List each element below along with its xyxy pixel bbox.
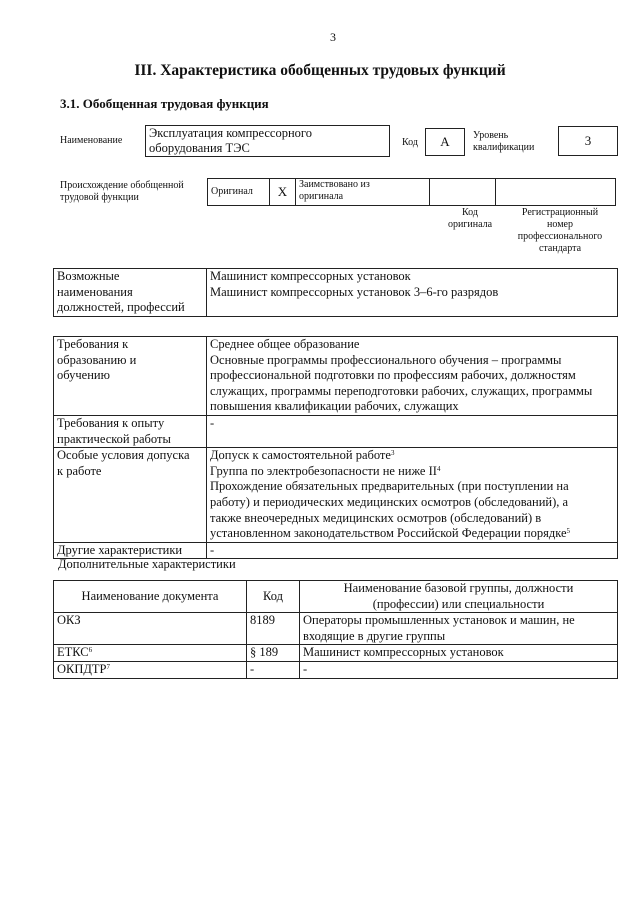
education-line: Основные программы профессионального обучения – программы [210, 352, 562, 367]
col-header-doc: Наименование документа [54, 581, 247, 613]
special-line [210, 526, 614, 542]
caption-code [442, 207, 498, 231]
other-label: Другие характеристики [54, 542, 207, 559]
special-label-line: Особые условия допуска [57, 448, 190, 463]
education-label [54, 337, 207, 416]
row-code: § 189 [247, 645, 300, 662]
col-header-line: (профессии) или специальности [372, 596, 545, 611]
education-line: Среднее общее образование [210, 337, 360, 351]
row-name [300, 613, 618, 645]
experience-label [54, 415, 207, 447]
special-line: работу) и периодических медицинских осмотров (обследований), а [210, 494, 569, 509]
caption-line: профессионального [517, 231, 603, 242]
positions-label-line: должностей, профессий [57, 300, 185, 315]
special-line: также внеочередных медицинских осмотров (обследований) в [210, 510, 542, 525]
doc-text: ОКПДТР [57, 661, 107, 676]
caption-reg [505, 207, 615, 255]
origin-label-line: Происхождение обобщенной [60, 180, 184, 191]
footnote-ref: 6 [88, 646, 93, 655]
requirements-table [53, 336, 618, 559]
level-label-line: Уровень [473, 130, 509, 141]
row-code: 8189 [247, 613, 300, 645]
subsection-title: 3.1. Обобщенная трудовая функция [60, 96, 269, 111]
col-header-code: Код [247, 581, 300, 613]
special-label [54, 448, 207, 543]
page-number: 3 [330, 30, 336, 44]
position-item: Машинист компрессорных установок [210, 269, 411, 283]
positions-label [54, 269, 207, 317]
origin-table [207, 178, 616, 206]
row-name-line: - [303, 661, 308, 676]
experience-label-line: Требования к опыту [57, 415, 165, 430]
origin-label [60, 180, 184, 204]
positions-label-line: наименования [57, 284, 133, 299]
borrowed-line: Заимствовано из [299, 179, 370, 190]
original-cell [208, 179, 270, 206]
education-value [207, 337, 618, 416]
education-label-line: Требования к [57, 337, 129, 351]
row-name [300, 645, 618, 662]
positions-table [53, 268, 618, 317]
original-mark: X [270, 179, 296, 206]
footnote-ref: 4 [436, 464, 441, 473]
experience-value: - [207, 415, 618, 447]
borrowed-cell [296, 179, 430, 206]
table-row [54, 645, 618, 662]
row-doc [54, 645, 247, 662]
name-line: оборудования ТЭС [149, 141, 250, 155]
level-label [473, 130, 534, 154]
footnote-ref: 3 [390, 449, 395, 458]
positions-label-line: Возможные [57, 269, 120, 283]
caption-line: оригинала [447, 219, 493, 230]
positions-value [207, 269, 618, 317]
table-row [54, 613, 618, 645]
row-name-line: Машинист компрессорных установок [303, 645, 504, 660]
borrowed-line: оригинала [299, 191, 344, 202]
name-field [145, 125, 390, 157]
special-line: Прохождение обязательных предварительных (при поступлении на [210, 479, 569, 494]
doc-text: ОКЗ [57, 613, 81, 628]
origin-label-line: трудовой функции [60, 192, 139, 203]
additional-title: Дополнительные характеристики [58, 557, 236, 571]
experience-label-line: практической работы [57, 431, 171, 446]
code-label: Код [402, 137, 418, 148]
level-value: 3 [558, 126, 618, 156]
row-name-line: входящие в другие группы [303, 628, 446, 643]
special-line [210, 464, 614, 480]
other-value: - [207, 542, 618, 559]
special-value [207, 448, 618, 543]
code-value: А [425, 128, 465, 156]
col-header-line: Наименование базовой группы, должности [343, 581, 574, 595]
row-doc [54, 661, 247, 678]
special-label-line: к работе [57, 463, 102, 478]
caption-line: Регистрационный [521, 207, 599, 218]
original-label: Оригинал [211, 186, 253, 197]
special-text: установленном законодательством Российской Федерации порядке [210, 526, 567, 541]
row-code: - [247, 661, 300, 678]
special-text: Группа по электробезопасности не ниже II [210, 463, 437, 478]
row-doc [54, 613, 247, 645]
caption-line: стандарта [538, 243, 582, 254]
name-line: Эксплуатация компрессорного [149, 126, 312, 140]
section-title: III. Характеристика обобщенных трудовых функций [134, 62, 506, 79]
row-name [300, 661, 618, 678]
table-row [54, 661, 618, 678]
name-label: Наименование [60, 135, 123, 146]
footnote-ref: 5 [566, 527, 571, 536]
position-item: Машинист компрессорных установок 3–6-го разрядов [210, 284, 499, 299]
caption-line: Код [462, 207, 478, 218]
special-line [210, 448, 614, 464]
education-line: профессиональной подготовки по профессиям рабочих, должностям [210, 368, 576, 383]
education-label-line: обучению [57, 368, 110, 383]
doc-text: ЕТКС [57, 645, 89, 660]
original-code-cell [430, 179, 496, 206]
education-line: служащих, программы переподготовки рабочих, служащих, программы [210, 383, 593, 398]
caption-line: номер [547, 219, 573, 230]
row-name-line: Операторы промышленных установок и машин, не [303, 613, 575, 628]
special-text: Допуск к самостоятельной работе [210, 448, 391, 463]
reg-number-cell [496, 179, 616, 206]
additional-table [53, 580, 618, 679]
col-header-name [300, 581, 618, 613]
footnote-ref: 7 [106, 662, 111, 671]
education-label-line: образованию и [57, 352, 137, 367]
education-line: повышения квалификации рабочих, служащих [210, 399, 459, 414]
level-label-line: квалификации [473, 142, 535, 153]
